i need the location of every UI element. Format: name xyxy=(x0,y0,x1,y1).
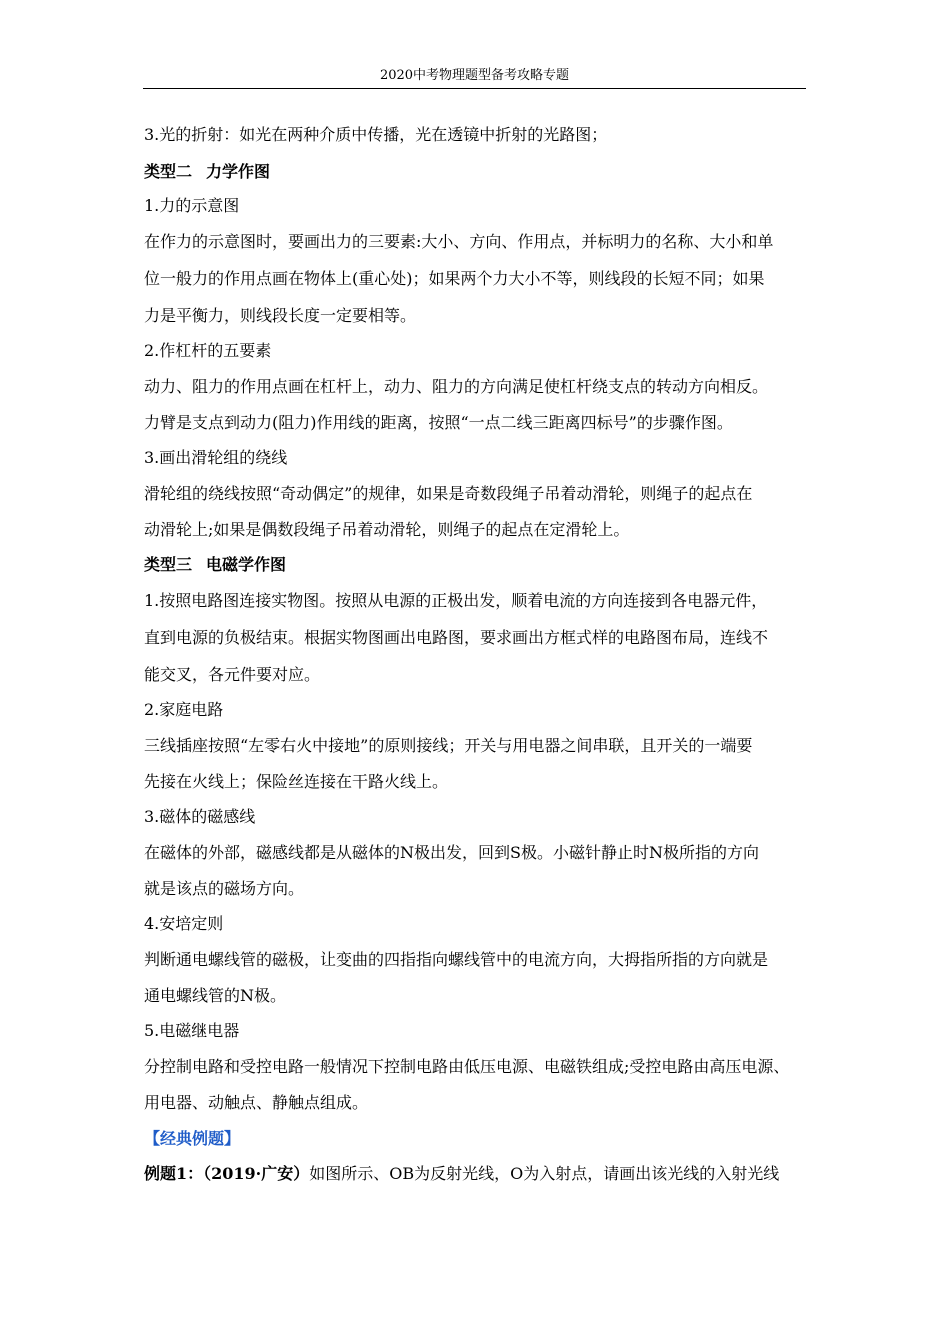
subsection-title: 3.磁体的磁感线 xyxy=(144,807,256,826)
section-heading-title: 力学作图 xyxy=(206,162,271,181)
paragraph-line: 力是平衡力，则线段长度一定要相等。 xyxy=(144,306,417,325)
subsection-title: 4.安培定则 xyxy=(144,914,224,933)
header-divider xyxy=(143,88,806,89)
section-heading-mechanics xyxy=(144,160,270,184)
section-heading-electromagnetism xyxy=(144,553,286,577)
section-heading-title: 电磁学作图 xyxy=(206,555,287,574)
subsection-title: 5.电磁继电器 xyxy=(144,1021,240,1040)
subsection-title: 2.作杠杆的五要素 xyxy=(144,341,272,360)
paragraph-line: 在作力的示意图时，要画出力的三要素:大小、方向、作用点，并标明力的名称、大小和单 xyxy=(144,232,774,251)
subsection-title: 2.家庭电路 xyxy=(144,700,224,719)
example-question xyxy=(144,1162,779,1186)
paragraph-line: 力臂是支点到动力(阻力)作用线的距离，按照“一点二线三距离四标号”的步骤作图。 xyxy=(144,413,733,432)
paragraph-line: 动滑轮上;如果是偶数段绳子吊着动滑轮，则绳子的起点在定滑轮上。 xyxy=(144,520,630,539)
paragraph-line: 1.按照电路图连接实物图。按照从电源的正极出发，顺着电流的方向连接到各电器元件， xyxy=(144,591,768,610)
paragraph-line: 能交叉，各元件要对应。 xyxy=(144,665,321,684)
paragraph-line: 分控制电路和受控电路一般情况下控制电路由低压电源、电磁铁组成;受控电路由高压电源、 xyxy=(144,1057,790,1076)
paragraph-line: 在磁体的外部，磁感线都是从磁体的N极出发，回到S极。小磁针静止时N极所指的方向 xyxy=(144,843,759,862)
paragraph-line: 通电螺线管的N极。 xyxy=(144,986,287,1005)
section-heading-label: 类型二 xyxy=(144,162,193,181)
paragraph-line: 判断通电螺线管的磁极，让变曲的四指指向螺线管中的电流方向，大拇指所指的方向就是 xyxy=(144,950,769,969)
example-text: 如图所示、OB为反射光线，O为入射点，请画出该光线的入射光线 xyxy=(309,1164,780,1183)
paragraph-line: 动力、阻力的作用点画在杠杆上，动力、阻力的方向满足使杠杆绕支点的转动方向相反。 xyxy=(144,377,769,396)
paragraph-line: 用电器、动触点、静触点组成。 xyxy=(144,1093,369,1112)
paragraph-line: 直到电源的负极结束。根据实物图画出电路图，要求画出方框式样的电路图布局，连线不 xyxy=(144,628,769,647)
example-label: 例题1：（2019·广安） xyxy=(144,1164,310,1183)
section-heading-label: 类型三 xyxy=(144,555,193,574)
paragraph-line: 先接在火线上；保险丝连接在干路火线上。 xyxy=(144,772,449,791)
page-header: 2020中考物理题型备考攻略专题 xyxy=(379,68,570,83)
paragraph-line: 就是该点的磁场方向。 xyxy=(144,879,305,898)
paragraph-line: 滑轮组的绕线按照“奇动偶定”的规律，如果是奇数段绳子吊着动滑轮，则绳子的起点在 xyxy=(144,484,753,503)
paragraph-line: 3.光的折射：如光在两种介质中传播，光在透镜中折射的光路图； xyxy=(144,125,608,144)
subsection-title: 1.力的示意图 xyxy=(144,196,240,215)
subsection-title: 3.画出滑轮组的绕线 xyxy=(144,448,288,467)
classic-examples-heading: 【经典例题】 xyxy=(144,1129,241,1148)
paragraph-line: 位一般力的作用点画在物体上(重心处)；如果两个力大小不等，则线段的长短不同；如果 xyxy=(144,269,765,288)
paragraph-line: 三线插座按照“左零右火中接地”的原则接线；开关与用电器之间串联，且开关的一端要 xyxy=(144,736,753,755)
